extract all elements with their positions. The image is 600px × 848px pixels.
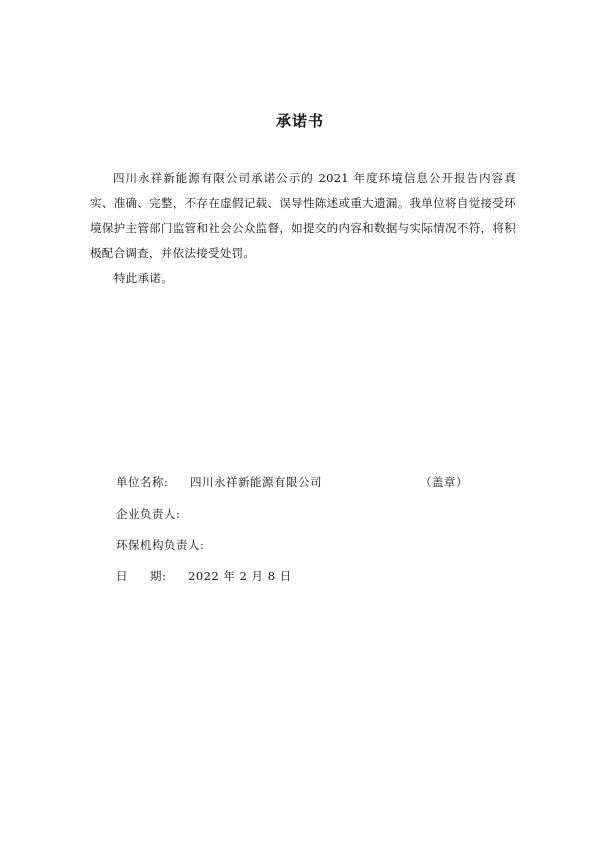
unit-name-label: 单位名称:: [116, 475, 169, 489]
date-label-second: 期:: [150, 569, 167, 583]
document-title: 承诺书: [275, 112, 324, 130]
closing-statement: 特此承诺。: [114, 271, 173, 285]
commitment-paragraph: 四川永祥新能源有限公司承诺公示的 2021 年度环境信息公开报告内容真实、准确、完整，不存在虚假记载、误导性陈述或重大遗漏。我单位将自觉接受环境保护主管部门监管和社会公众监督，如提交的内容和数据与实际情况不符，将积极配合调查，并依法接受处罚。: [90, 171, 516, 260]
seal-note: （盖章）: [420, 475, 468, 489]
legal-representative-row: [116, 506, 180, 522]
unit-name-value: 四川永祥新能源有限公司: [190, 475, 322, 489]
environmental-officer-label: 环保机构负责人:: [116, 538, 205, 552]
unit-name-row: [116, 474, 468, 490]
date-label-first: 日: [116, 569, 128, 583]
environmental-officer-row: [116, 537, 204, 553]
legal-representative-label: 企业负责人:: [116, 507, 181, 521]
date-value: 2022 年 2 月 8 日: [188, 569, 292, 583]
